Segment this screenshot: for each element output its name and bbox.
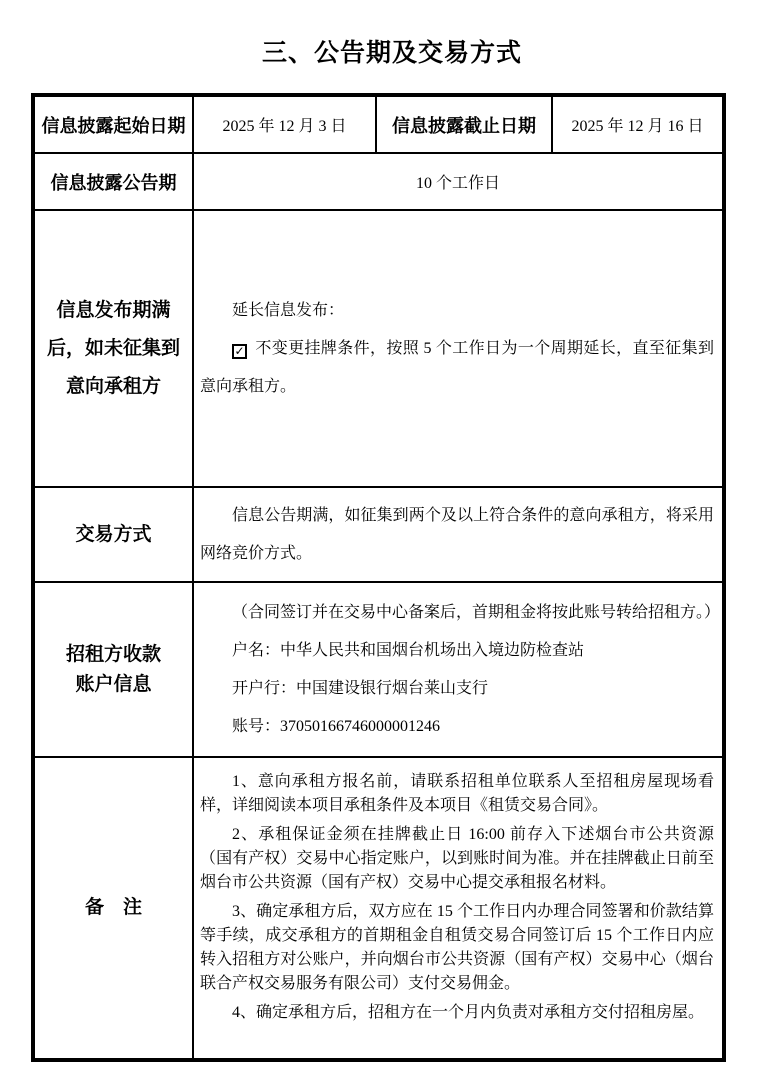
label-remarks-text: 备 注 <box>84 897 142 918</box>
account-holder: 户名：中华人民共和国烟台机场出入境边防检查站 <box>232 641 585 659</box>
label-disclosure-start-date <box>35 97 194 154</box>
extension-option <box>200 330 714 406</box>
label-disclosure-end-date <box>377 97 553 154</box>
trade-method-content <box>194 488 722 583</box>
label-remarks <box>35 758 194 1058</box>
extension-policy-content <box>194 211 722 488</box>
remark-paragraph-3: 3、确定承租方后，双方应在 15 个工作日内办理合同签署和价款结算等手续，成交承租方的首期租金自租赁交易合同签订后 15 个工作日内应转入招租方对公账户，并向烟台市公共资源（国有产权）交易中心（烟台联合产权交易服务有限公司）支付交易佣金。 <box>200 903 714 992</box>
label-account-info <box>35 583 194 758</box>
remark-paragraph-4: 4、确定承租方后，招租方在一个月内负责对承租方交付招租房屋。 <box>232 1004 705 1021</box>
extension-intro: 延长信息发布： <box>232 301 345 319</box>
label-account-info-text <box>66 640 161 700</box>
label-extension-policy-text: 信息发布期满后，如未征集到意向承租方 <box>46 299 180 397</box>
label-extension-policy <box>35 211 194 488</box>
label-trade-method <box>35 488 194 583</box>
checked-checkbox-icon <box>232 344 247 359</box>
account-note: （合同签订并在交易中心备案后，首期租金将按此账号转给招租方。） <box>232 603 721 621</box>
trade-method-text: 信息公告期满，如征集到两个及以上符合条件的意向承租方，将采用网络竞价方式。 <box>200 506 714 562</box>
label-disclosure-end-date-text: 信息披露截止日期 <box>392 115 536 136</box>
label-announcement-period <box>35 154 194 211</box>
remark-paragraph-1: 1、意向承租方报名前，请联系招租单位联系人至招租房屋现场看样，详细阅读本项目承租条件及本项目《租赁交易合同》。 <box>200 773 714 814</box>
check-mark-icon: ✓ <box>234 343 245 358</box>
disclosure-start-date-text: 2025 年 12 月 3 日 <box>222 118 347 135</box>
disclosure-end-date-text: 2025 年 12 月 16 日 <box>571 118 704 135</box>
value-disclosure-start-date <box>194 97 377 154</box>
account-number: 账号：37050166746000001246 <box>232 717 441 735</box>
value-disclosure-end-date <box>553 97 722 154</box>
remark-paragraph-2: 2、承租保证金须在挂牌截止日 16:00 前存入下述烟台市公共资源（国有产权）交易中心指定账户，以到账时间为准。并在挂牌截止日前至烟台市公共资源（国有产权）交易中心提交承租报名材料。 <box>200 826 714 891</box>
label-trade-method-text: 交易方式 <box>75 523 152 545</box>
value-announcement-period <box>194 154 722 211</box>
page-title: 三、公告期及交易方式 <box>261 39 522 67</box>
label-account-info-line2: 账户信息 <box>75 673 152 695</box>
extension-option-text: 不变更挂牌条件，按照 5 个工作日为一个周期延长，直至征集到意向承租方。 <box>200 339 714 395</box>
label-announcement-period-text: 信息披露公告期 <box>50 172 177 193</box>
remarks-content <box>194 758 722 1058</box>
label-account-info-line1: 招租方收款 <box>65 643 161 665</box>
account-info-content <box>194 583 722 758</box>
announcement-period-text: 10 个工作日 <box>415 175 500 192</box>
account-bank: 开户行：中国建设银行烟台莱山支行 <box>232 679 489 697</box>
label-disclosure-start-date-text: 信息披露起始日期 <box>41 115 186 136</box>
announcement-table <box>31 93 726 1062</box>
